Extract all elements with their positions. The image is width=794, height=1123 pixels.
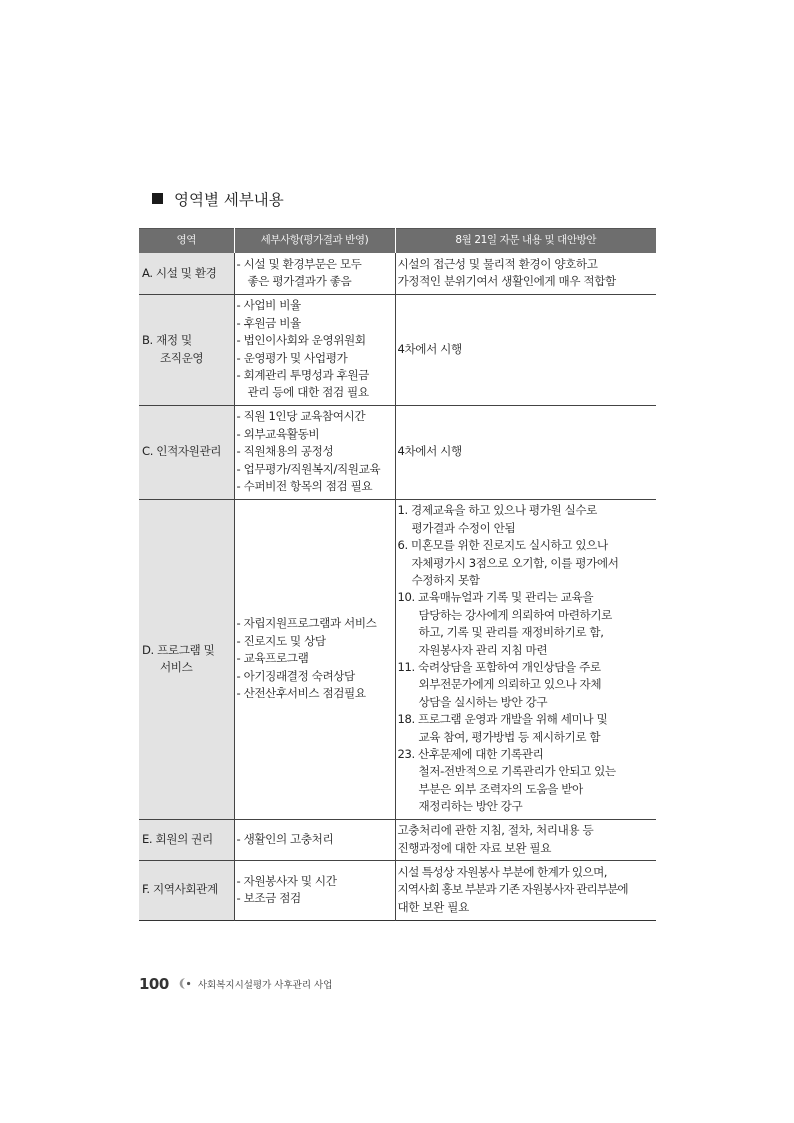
area-cell: [139, 819, 234, 860]
detail-line: - 자립지원프로그램과 서비스: [236, 616, 377, 631]
advice-line: 상담을 실시하는 방안 강구: [418, 694, 548, 709]
running-title: 사회복지시설평가 사후관리 사업: [197, 980, 333, 991]
detail-line: - 직원 1인당 교육참여시간: [236, 409, 366, 424]
advice-line: 지역사회 홍보 부분과 기존 자원봉사자 관리부분에: [397, 882, 628, 897]
advice-line: 진행과정에 대한 자료 보완 필요: [397, 840, 552, 855]
advice-line: 수정하지 못함: [411, 572, 480, 587]
advice-item: [398, 502, 655, 537]
area-label: C. 인적자원관리: [142, 444, 222, 459]
detail-cell: [234, 499, 395, 819]
advice-cell: [395, 253, 656, 294]
area-label: 조직운영: [160, 350, 204, 365]
advice-cell: [395, 499, 656, 819]
detail-line: - 회계관리 투명성과 후원금: [236, 367, 369, 382]
detail-line: - 수퍼비전 항목의 점검 필요: [236, 479, 373, 494]
area-cell: [139, 499, 234, 819]
detail-line: - 시설 및 환경부문은 모두: [236, 256, 362, 271]
area-label: D. 프로그램 및: [142, 642, 215, 657]
detail-line: - 진로지도 및 상담: [236, 633, 326, 648]
area-label: A. 시설 및 환경: [142, 265, 217, 280]
area-cell: [139, 294, 234, 405]
table-row: [139, 294, 656, 405]
detail-line: - 업무평가/직원복지/직원교육: [236, 461, 381, 476]
detail-line: - 보조금 점검: [236, 891, 301, 905]
advice-line: 6. 미혼모를 위한 진로지도 실시하고 있으나: [397, 538, 608, 553]
advice-line: 10. 교육매뉴얼과 기록 및 관리는 교육을: [397, 590, 594, 605]
advice-item: [398, 659, 655, 711]
header-details: 세부사항(평가결과 반영): [234, 229, 395, 254]
square-bullet-icon: [152, 193, 163, 204]
evaluation-detail-table: [139, 228, 656, 921]
area-cell: [139, 405, 234, 499]
area-cell: [139, 860, 234, 920]
detail-cell: [234, 294, 395, 405]
section-heading: [152, 188, 284, 210]
advice-line: 부분은 외부 조력자의 도움을 받아: [418, 781, 583, 796]
advice-line: 시설 특성상 자원봉사 부분에 한계가 있으며,: [397, 864, 607, 879]
advice-line: 1. 경제교육을 하고 있으나 평가원 실수로: [397, 503, 597, 518]
detail-line: 좋은 평가결과가 좋음: [247, 274, 352, 289]
detail-cell: [234, 819, 395, 860]
detail-line: - 후원금 비율: [236, 315, 301, 330]
detail-line: - 산전산후서비스 점검필요: [236, 686, 366, 701]
table-header-row: [139, 229, 656, 254]
advice-line: 자체평가시 3점으로 오기함, 이를 평가에서: [411, 555, 619, 570]
advice-item: [398, 537, 655, 589]
advice-line: 철저-전반적으로 기록관리가 안되고 있는: [418, 764, 616, 779]
area-label: E. 회원의 권리: [142, 831, 213, 846]
table-row: [139, 405, 656, 499]
detail-line: - 운영평가 및 사업평가: [236, 350, 348, 365]
advice-line: 평가결과 수정이 안됨: [411, 520, 516, 535]
detail-line: - 교육프로그램: [236, 651, 309, 666]
detail-cell: [234, 405, 395, 499]
area-cell: [139, 253, 234, 294]
detail-line: - 생활인의 고충처리: [236, 831, 334, 846]
advice-item: [398, 711, 655, 746]
area-label: B. 재정 및: [142, 333, 192, 348]
advice-line: 외부전문가에게 의뢰하고 있으나 자체: [418, 677, 602, 692]
detail-line: - 아기징래결정 숙려상담: [236, 668, 355, 683]
advice-line: 4차에서 시행: [397, 444, 462, 459]
detail-cell: [234, 860, 395, 920]
advice-cell: [395, 405, 656, 499]
page-footer: [139, 975, 332, 993]
detail-line: - 자원봉사자 및 시간: [236, 873, 337, 888]
detail-line: 관리 등에 대한 점검 필요: [247, 385, 369, 400]
header-area: 영역: [139, 229, 234, 254]
table-row: [139, 860, 656, 920]
advice-line: 담당하는 강사에게 의뢰하여 마련하기로: [418, 607, 612, 622]
area-label: F. 지역사회관계: [142, 882, 218, 897]
advice-line: 4차에서 시행: [397, 341, 462, 356]
header-advice: 8월 21일 자문 내용 및 대안방안: [395, 229, 656, 254]
table-row: [139, 253, 656, 294]
advice-line: 11. 숙려상담을 포함하여 개인상담을 주로: [397, 660, 601, 674]
detail-line: - 법인이사회와 운영위원회: [236, 333, 366, 348]
detail-line: - 직원채용의 공정성: [236, 444, 334, 459]
advice-line: 23. 산후문제에 대한 기록관리: [397, 747, 544, 762]
advice-line: 하고, 기록 및 관리를 재정비하기로 함,: [418, 625, 604, 640]
advice-cell: [395, 819, 656, 860]
advice-line: 대한 보완 필요: [397, 899, 469, 914]
detail-line: - 외부교육활동비: [236, 426, 320, 441]
advice-line: 교육 참여, 평가방법 등 제시하기로 함: [418, 729, 601, 744]
advice-cell: [395, 294, 656, 405]
crescent-bullet-icon: [176, 977, 192, 993]
detail-cell: [234, 253, 395, 294]
table-row: [139, 499, 656, 819]
page-number: 100: [139, 975, 169, 993]
advice-item: [398, 589, 655, 659]
advice-line: 재정리하는 방안 강구: [418, 799, 523, 814]
advice-line: 자원봉사자 관리 지침 마련: [418, 642, 548, 657]
area-label: 서비스: [160, 660, 193, 674]
advice-line: 시설의 접근성 및 물리적 환경이 양호하고: [397, 256, 598, 271]
advice-cell: [395, 860, 656, 920]
section-heading-text: 영역별 세부내용: [174, 191, 284, 209]
advice-line: 고충처리에 관한 지침, 절차, 처리내용 등: [397, 823, 594, 838]
advice-item: [398, 746, 655, 816]
table-row: [139, 819, 656, 860]
advice-line: 가정적인 분위기여서 생활인에게 매우 적합함: [397, 274, 616, 289]
advice-line: 18. 프로그램 운영과 개발을 위해 세미나 및: [397, 712, 608, 727]
detail-line: - 사업비 비율: [236, 298, 301, 313]
